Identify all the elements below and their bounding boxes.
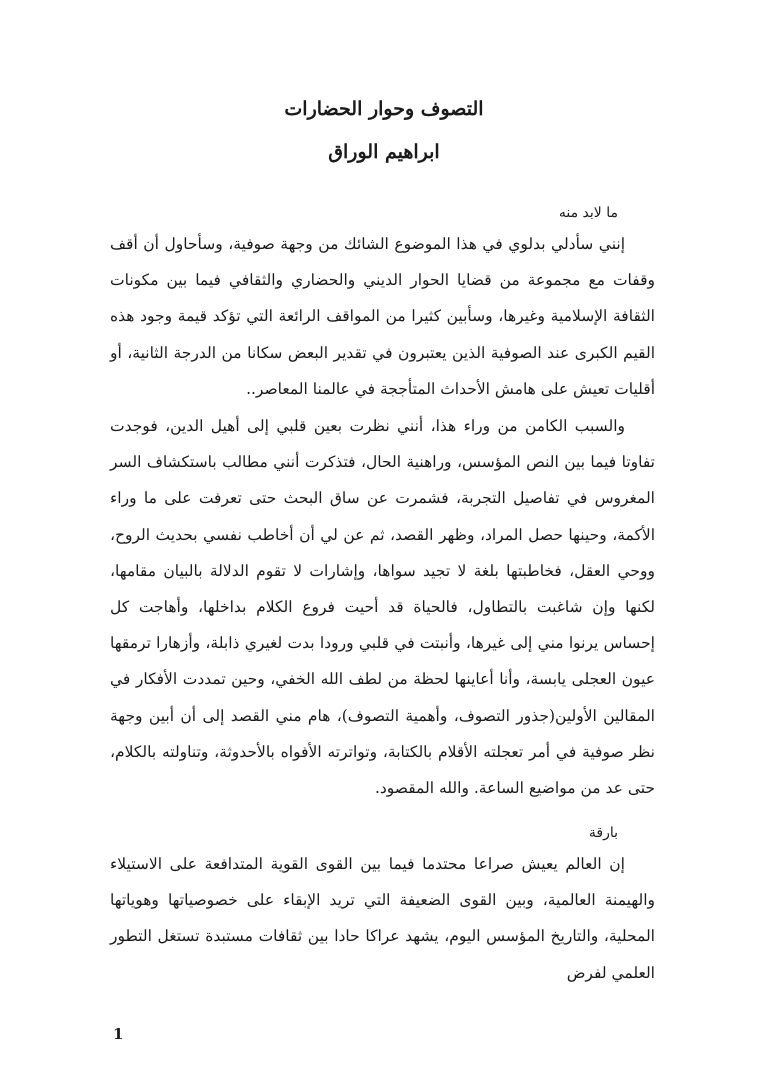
paragraph: إنني سأدلي بدلوي في هذا الموضوع الشائك من وجهة صوفية، وسأحاول أن أقف وقفات مع مجموعة من قضايا الحوار الديني والحضاري والثقافي فيما بين مكونات الثقافة الإسلامية وغيرها، وسأبين كثيرا من المواقف الرائعة التي تؤكد قيمة وجود هذه القيم الكبرى عند الصوفية الذين يعتبرون في تقدير البعض سكانا من الدرجة الثانية، أو أقليات تعيش على هامش الأحداث المتأججة في عالمنا المعاصر.. [110,235,655,398]
section-heading: بارقة [588,825,618,841]
section-heading: ما لابد منه [558,205,618,221]
paragraph: والسبب الكامن من وراء هذا، أنني نظرت بعين قلبي إلى أهيل الدين، فوجدت تفاوتا فيما بين النص المؤسس، وراهنية الحال، فتذكرت أنني مطالب باستكشاف السر المغروس في تفاصيل التجربة، فشمرت عن ساق البحث حتى تعرفت على ما وراء الأكمة، وحينها حصل المراد، وظهر القصد، ثم عن لي أن أخاطب نفسي بحديث الروح، ووحي العقل، فخاطبتها بلغة لا تجيد سواها، وإشارات لا تقوم الدلالة بالبيان مقامها، لكنها وإن شاغبت بالتطاول، فالحياة قد أحيت فروع الكلام بداخلها، وأهاجت كل إحساس يرنوا مني إلى غيرها، وأنبتت في قلبي ورودا بدت لغيري ذابلة، وأزهارا ترمقها عيون العجلى يابسة، وأنا أعاينها لحظة من لطف الله الخفي، وحين تمددت الأفكار في المقالين الأولين(جذور التصوف، وأهمية التصوف)، هام مني القصد إلى أن أبين وجهة نظر صوفية في أمر تعجلته الأقلام بالكتابة، وتواترته الأفواه بالأحدوثة، وتناولته بالكلام، حتى عد من مواضيع الساعة. والله المقصود. [110,417,655,798]
document-author: ابراهيم الوراق [328,141,440,163]
paragraph: إن العالم يعيش صراعا محتدما فيما بين القوى القوية المتدافعة على الاستيلاء والهيمنة العالمية، وبين القوى الضعيفة التي تريد الإبقاء على خصوصياتها وهوياتها المحلية، والتاريخ المؤسس اليوم، يشهد عراكا حادا بين ثقافات مستبدة تستغل التطور العلمي لفرض [110,855,655,982]
page-number: 1 [113,1025,124,1043]
document-title: التصوف وحوار الحضارات [284,98,484,120]
